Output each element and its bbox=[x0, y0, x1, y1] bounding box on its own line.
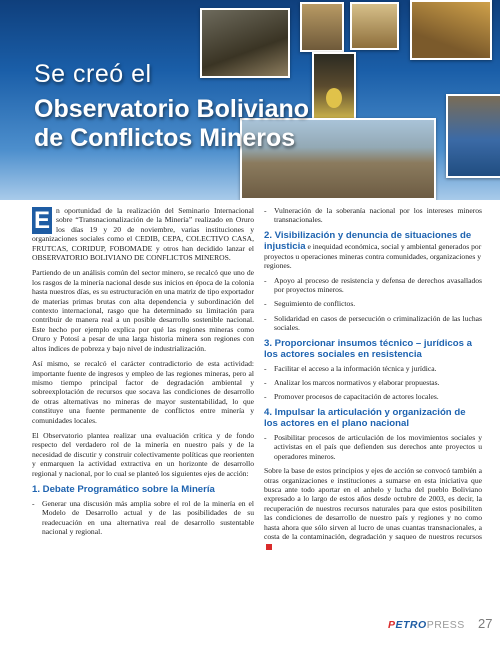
paragraph-3: El Observatorio plantea realizar una evaluación crítica y de fondo respecto del verdadero rol de la minería en nuestro país y de la necesidad de discutir y construir colectivamente políticas que reorienten y enmarquen la actividad extractiva en un horizonte de desarrollo regional y nacional, por lo cual se planteó los siguientes ejes de acción: bbox=[32, 430, 254, 478]
right-column bbox=[264, 206, 482, 557]
list-item: - Promover procesos de capacitación de actores locales. bbox=[264, 392, 439, 402]
paragraph-2: Así mismo, se recalcó el carácter contradictorio de esta actividad: importante fuente de ingresos y empleo de las regiones mineras, pero al mismo tiempo principal factor de degradación ambiental y sobreexplotación de recursos que socava las condiciones de desarrollo de otras alternativas no mineras de mayor sustentabilidad, lo que constituye una fuente permanente de conflictos entre minería y comunidades locales. bbox=[32, 359, 254, 425]
list-item: - Vulneración de la soberanía nacional por los intereses mineros transnacionales. bbox=[264, 206, 482, 225]
title-line-2: Observatorio Boliviano bbox=[34, 95, 310, 123]
intro-text: n oportunidad de la realización del Seminario Internacional sobre “Transnacionalización de la Minería” realizado en Oruro los días 19 y 20 de noviembre, varias instituciones y organizaciones sociales como el CEDIB, CEPA, COLECTIVO CASA, FRUTCAS, CORIDUP, FOBOMADE y otros han decidido lanzar el OBSERVATORIO BOLIVIANO DE CONFLICTOS MINEROS. bbox=[32, 206, 254, 263]
list-item: - Generar una discusión más amplia sobre el rol de la minería en el Modelo de Desarrollo actual y de las posibilidades de su readecuación en una alternativa real de desarrollo sustentable nacional y regional. bbox=[32, 498, 254, 537]
title-line-1: Se creó el bbox=[34, 60, 152, 88]
page-number: 27 bbox=[478, 616, 493, 631]
list-item: - Apoyo al proceso de resistencia y defensa de derechos avasallados por proyectos mineros. bbox=[264, 275, 482, 295]
miner-figure bbox=[326, 88, 342, 108]
photo-worker-barrel bbox=[446, 94, 500, 178]
list-item: - Posibilitar procesos de articulación de los movimientos sociales y activistas en el país que defienden sus derechos ante proyectos u operadores mineros. bbox=[264, 432, 482, 461]
list-item: - Facilitar el acceso a la información técnica y jurídica. bbox=[264, 363, 437, 373]
section-2-title: 2. Visibilización y denuncia de situaciones de injusticia bbox=[264, 229, 472, 252]
page-title bbox=[34, 60, 309, 153]
closing-paragraph: Sobre la base de estos principios y ejes de acción se convocó también a otras organizaciones e instituciones a sumarse en esta iniciativa que busca ante todo aportar en el anhelo y lucha del pueblo Boliviano expresado a lo largo de estos años desde octubre de 2003, es decir, la recuperación de nuestros recursos naturales para que estos posibiliten las condiciones de desarrollo de nuestro país y regiones y no como hasta ahora que sólo sirven al lucro de unas cuantas transnacionales, a costa de la contaminación, degradación y saqueo de nuestros recursos bbox=[264, 466, 482, 551]
photo-miners-group bbox=[410, 0, 492, 60]
intro-paragraph bbox=[32, 206, 254, 262]
section-2-heading bbox=[264, 230, 482, 271]
petropress-logo: PETROPRESS bbox=[388, 619, 465, 631]
photo-miner-helmet bbox=[350, 2, 399, 50]
section-3-title: 3. Proporcionar insumos técnico – jurídicos a los actores sociales en resistencia bbox=[264, 337, 472, 360]
end-mark-icon bbox=[266, 544, 272, 550]
left-column bbox=[32, 206, 254, 542]
photo-miner-portrait bbox=[300, 2, 344, 52]
list-item: - Solidaridad en casos de persecución o criminalización de las luchas sociales. bbox=[264, 313, 482, 333]
section-2-title-tail: e inequidad económica, social y ambiental generados por proyectos u operaciones mineras contra comunidades, organizaciones y regiones. bbox=[264, 241, 482, 271]
list-item: - Seguimiento de conflictos. bbox=[264, 299, 356, 309]
photo-miner-yellow-shirt bbox=[312, 52, 356, 120]
drop-cap: E bbox=[33, 207, 50, 234]
section-1-title: 1. Debate Programático sobre la Minería bbox=[32, 483, 215, 495]
header-banner bbox=[0, 0, 500, 200]
section-4-title: 4. Impulsar la articulación y organización de los actores en el plano nacional bbox=[264, 406, 466, 429]
title-line-3: de Conflictos Mineros bbox=[34, 124, 296, 152]
paragraph-1: Partiendo de un análisis común del sector minero, se recalcó que uno de los rasgos de la minería nacional desde sus inicios en época de la colonia hasta nuestros días, es su estructuración en una matriz de tipo exportador de materias primas brutas con alta dependencia y subordinación del contexto internacional, rasgo que ha determinado su limitación para contribuir de manera real a un posible desarrollo sostenible nacional. Este hecho por ejemplo explica por qué las regiones mineras como Oruro y Potosí a pesar de una larga historia minera son regiones con altos índices de pobreza y bajo nivel de industrialización. bbox=[32, 268, 254, 353]
list-item: - Analizar los marcos normativos y elaborar propuestas. bbox=[264, 378, 440, 388]
